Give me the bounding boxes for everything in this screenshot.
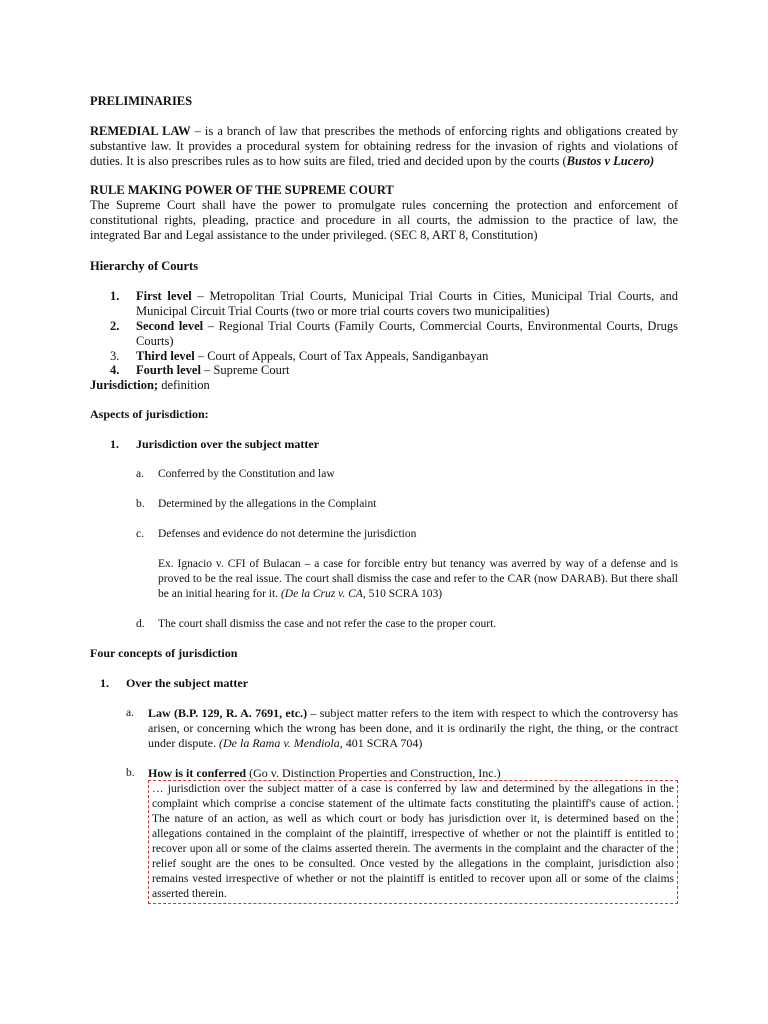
concept-a-label: Law (B.P. 129, R. A. 7691, etc.): [148, 706, 308, 720]
example-citation-tail: 510 SCRA 103): [365, 588, 443, 600]
aspect-c-example: [158, 557, 678, 602]
rule-making-heading: RULE MAKING POWER OF THE SUPREME COURT: [90, 183, 394, 197]
four-concepts-heading: Four concepts of jurisdiction: [90, 646, 238, 660]
aspect-c-letter: c.: [136, 528, 144, 540]
remedial-law-term: REMEDIAL LAW: [90, 124, 191, 138]
aspects-label-1: Jurisdiction over the subject matter: [136, 437, 320, 451]
concept-a-citation: (De la Rama v. Mendiola,: [219, 736, 343, 750]
jurisdiction-text: definition: [158, 378, 210, 392]
hierarchy-text-2: – Regional Trial Courts (Family Courts, Commercial Courts, Environmental Courts, Drugs Courts): [136, 319, 678, 348]
example-citation: (De la Cruz v. CA,: [280, 588, 366, 600]
concept-a-body: – subject matter refers to the item with respect to which the controversy has arisen, or concerning which the wrong has been done, and it is ordinarily the right, the thing, or the contract under dispute.: [148, 706, 678, 750]
hierarchy-label-1: First level: [136, 289, 192, 303]
remedial-law-text: – is a branch of law that prescribes the methods of enforcing rights and obligations created by substantive law. It provides a procedural system for obtaining redress for the invasion of rights and violations of duties. It is also prescribes rules as to how suits are filed, tried and decided upon by the courts (: [90, 124, 678, 168]
aspect-a-text: Conferred by the Constitution and law: [158, 468, 335, 480]
concept-a-text: [148, 706, 678, 751]
aspects-num-1: 1.: [110, 437, 119, 451]
rule-making-paragraph: The Supreme Court shall have the power to promulgate rules concerning the protection and enforcement of constitutional rights, pleading, practice and procedure in all courts, the admission to the practice of law, the integrated Bar and Legal assistance to the under privileged. (SEC 8, ART 8, Constitution): [90, 198, 678, 242]
hierarchy-num-1: 1.: [110, 289, 120, 303]
hierarchy-text-3: – Court of Appeals, Court of Tax Appeals, Sandiganbayan: [194, 349, 489, 363]
concept-a-letter: a.: [126, 707, 134, 719]
page-title: PRELIMINARIES: [90, 94, 193, 108]
jurisdiction-term: Jurisdiction;: [90, 378, 159, 392]
aspect-b-letter: b.: [136, 498, 145, 510]
remedial-law-citation: Bustos v Lucero): [566, 154, 655, 168]
aspect-c-text: Defenses and evidence do not determine the jurisdiction: [158, 528, 417, 540]
hierarchy-label-2: Second level: [136, 319, 204, 333]
hierarchy-num-4: 4.: [110, 363, 120, 377]
aspect-a-letter: a.: [136, 468, 144, 480]
hierarchy-label-3: Third level: [136, 349, 195, 363]
hierarchy-num-3: 3.: [110, 349, 120, 363]
jurisdiction-definition: [90, 378, 678, 393]
aspect-d-text: The court shall dismiss the case and not refer the case to the proper court.: [158, 618, 497, 630]
four-concepts-label-1: Over the subject matter: [126, 676, 249, 690]
concept-b-letter: b.: [126, 767, 135, 779]
hierarchy-num-2: 2.: [110, 319, 120, 333]
hierarchy-heading: Hierarchy of Courts: [90, 259, 199, 273]
remedial-law-paragraph: [90, 124, 678, 169]
concept-b-text: [148, 766, 678, 781]
concept-b-body: (Go v. Distinction Properties and Construction, Inc.): [246, 766, 501, 780]
quoted-ruling-text: … jurisdiction over the subject matter of a case is conferred by law and determined by the allegations in the complaint which comprise a concise statement of the ultimate facts constituting the plaintiff's cause of action. The nature of an action, as well as which court or body has jurisdiction over it, is determined based on the allegations contained in the complaint of the plaintiff, irrespective of whether or not the plaintiff is entitled to recover upon all or some of the claims asserted therein. The averments in the complaint and the character of the relief sought are the ones to be consulted. Once vested by the allegations in the complaint, jurisdiction also remains vested irrespective of whether or not the plaintiff is entitled to recover upon all or some of the claims asserted therein.: [152, 783, 674, 900]
aspect-b-text: Determined by the allegations in the Complaint: [158, 498, 377, 510]
example-text: Ex. Ignacio v. CFI of Bulacan – a case for forcible entry but tenancy was averred by way of a defense and is proved to be the real issue. The court shall dismiss the case and refer to the CAR (now DARAB). But there shall be an initial hearing for it.: [158, 558, 678, 600]
hierarchy-text-4: – Supreme Court: [200, 363, 290, 377]
hierarchy-label-4: Fourth level: [136, 363, 201, 377]
four-concepts-num-1: 1.: [100, 676, 109, 690]
hierarchy-text-1: – Metropolitan Trial Courts, Municipal Trial Courts in Cities, Municipal Trial Courts, and Municipal Circuit Trial Courts (two or more trial courts covers two municipalities): [136, 289, 678, 318]
quoted-ruling-box: [148, 780, 678, 904]
concept-b-label: How is it conferred: [148, 766, 247, 780]
aspects-heading: Aspects of jurisdiction:: [90, 407, 209, 421]
concept-a-citation-tail: 401 SCRA 704): [342, 736, 423, 750]
aspect-d-letter: d.: [136, 618, 145, 630]
